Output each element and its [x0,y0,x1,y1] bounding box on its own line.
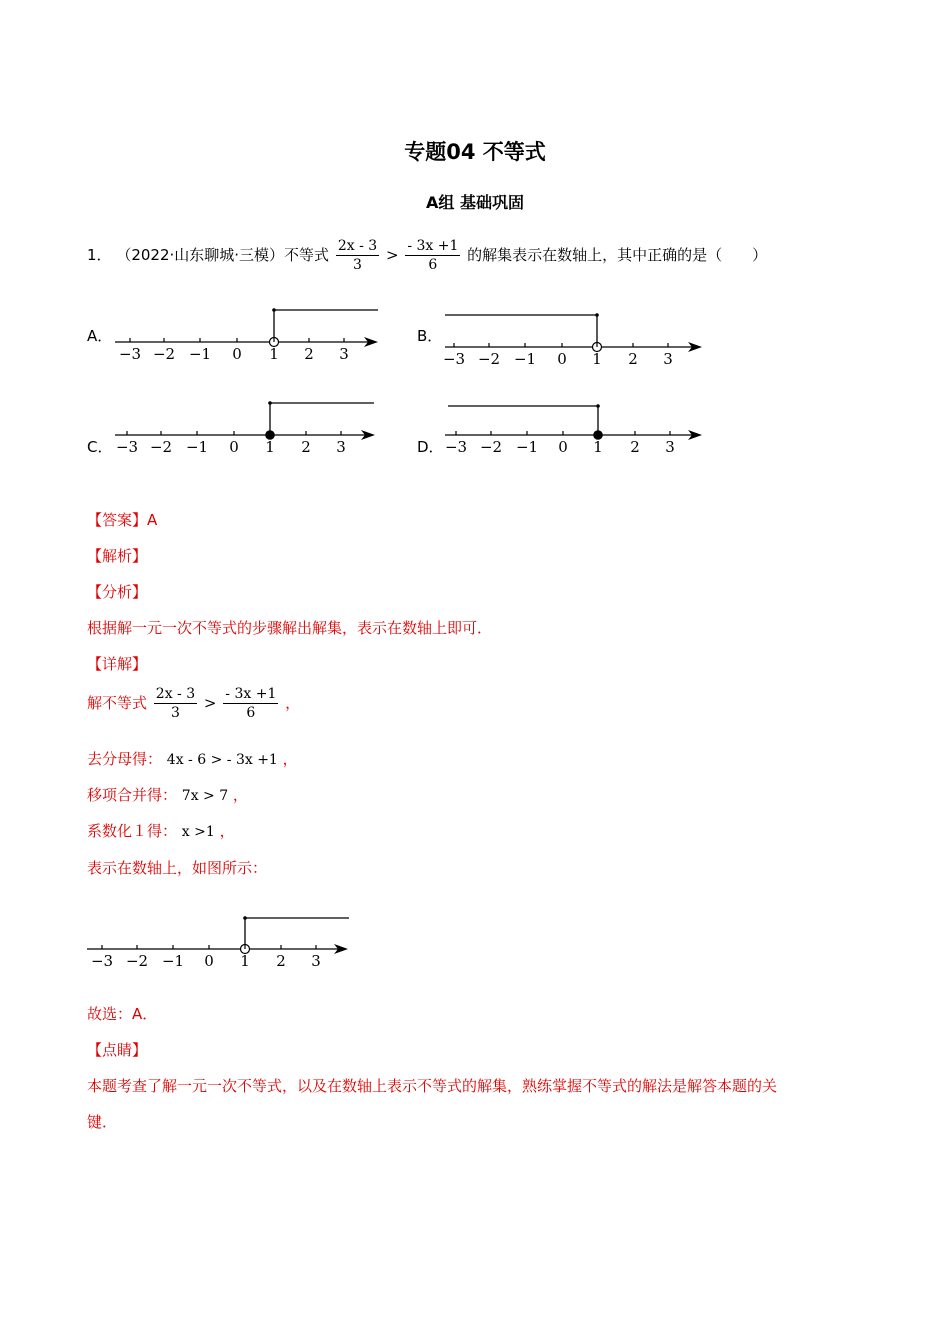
axis-tick-label: 0 [204,952,214,970]
axis-tick-label: −2 [152,345,176,363]
axis-tick-label: 1 [269,345,279,363]
dianjing-line1: 本题考查了解一元一次不等式，以及在数轴上表示不等式的解集，熟练掌握不等式的解法是解答本题的关 [87,1077,778,1095]
axis-tick-label: −1 [188,345,212,363]
option-b-label: B． [417,327,443,345]
solution-numberline [84,908,359,978]
step1-fraction-left [154,685,197,722]
step1-right-denominator: 6 [246,705,256,721]
step3-math: 7x > 7 [181,788,229,804]
step3 [87,784,248,805]
section-subtitle: A组 基础巩固 [426,193,524,212]
axis-tick-label: −3 [442,350,466,368]
step2 [87,748,298,769]
step4-tail: ， [219,822,235,840]
axis-tick-label: 0 [229,438,239,456]
step1-right-numerator: - 3x +1 [225,686,277,702]
axis-tick-label: 1 [593,438,603,456]
option-c-label: C． [87,438,113,456]
axis-tick-label: 0 [557,350,567,368]
axis-tick-label: −1 [513,350,537,368]
axis-tick-label: 2 [628,350,638,368]
axis-tick-label: 1 [265,438,275,456]
axis-tick-label: −1 [185,438,209,456]
fraction-left-numerator: 2x - 3 [337,238,378,254]
page-title: 专题04 不等式 [404,140,546,164]
option-d-numberline [440,393,710,463]
option-b-numberline [440,305,710,375]
axis-tick-label: 1 [240,952,250,970]
axis-tick-label: 2 [301,438,311,456]
answer-line: 【答案】A [87,511,158,529]
step1-left-denominator: 3 [171,705,180,721]
step4-math: x >1 [181,824,215,840]
fenxi-text: 根据解一元一次不等式的步骤解出解集，表示在数轴上即可． [87,619,493,637]
axis-tick-label: 2 [304,345,314,363]
axis-tick-label: −3 [90,952,114,970]
axis-tick-label: −2 [125,952,149,970]
fenxi-heading: 【分析】 [87,583,148,601]
option-a-numberline [110,300,385,370]
axis-tick-label: 3 [665,438,675,456]
question-number: 1． [87,246,112,264]
step1-tail: ， [285,694,301,712]
question-source: （2022·山东聊城·三模）不等式 [116,246,330,264]
fraction-right-numerator: - 3x +1 [407,238,459,254]
axis-tick-label: 1 [592,350,602,368]
option-d-label: D． [417,438,444,456]
axis-tick-label: −3 [118,345,142,363]
option-a-label: A． [87,327,113,345]
step5: 表示在数轴上，如图所示： [87,859,268,877]
dianjing-heading: 【点睛】 [87,1041,148,1059]
step3-label: 移项合并得： [87,786,178,804]
axis-tick-label: −2 [149,438,173,456]
axis-tick-label: −1 [515,438,539,456]
axis-tick-label: −3 [115,438,139,456]
step1-gt: > [203,694,217,712]
step4-label: 系数化１得： [87,822,178,840]
xiangjie-heading: 【详解】 [87,655,148,673]
step1-fraction-right [223,685,278,722]
axis-tick-label: 3 [339,345,349,363]
step2-math: 4x - 6 > - 3x +1 [166,752,278,768]
choose-line: 故选：A． [87,1005,158,1023]
fraction-left-denominator: 3 [353,257,362,273]
greater-than-sign: > [385,246,399,264]
step2-tail: ， [282,750,298,768]
dianjing-line2: 键． [87,1113,118,1131]
axis-tick-label: −3 [444,438,468,456]
step1-label: 解不等式 [87,694,148,712]
step1-left-numerator: 2x - 3 [155,686,196,702]
axis-tick-label: −2 [477,350,501,368]
axis-tick-label: 3 [311,952,321,970]
analysis-heading: 【解析】 [87,547,148,565]
axis-tick-label: −2 [479,438,503,456]
axis-tick-label: 2 [630,438,640,456]
axis-tick-label: 3 [336,438,346,456]
fraction-left [336,237,379,274]
step4 [87,820,235,841]
step3-tail: ， [232,786,248,804]
step2-label: 去分母得： [87,750,163,768]
axis-tick-label: 0 [232,345,242,363]
question-1 [87,237,767,274]
axis-tick-label: 3 [663,350,673,368]
axis-tick-label: 2 [276,952,286,970]
step1 [87,685,300,722]
axis-tick-label: 0 [558,438,568,456]
question-tail: 的解集表示在数轴上，其中正确的是（ ） [467,246,768,264]
option-c-numberline [110,393,385,463]
fraction-right [405,237,460,274]
fraction-right-denominator: 6 [428,257,438,273]
axis-tick-label: −1 [161,952,185,970]
